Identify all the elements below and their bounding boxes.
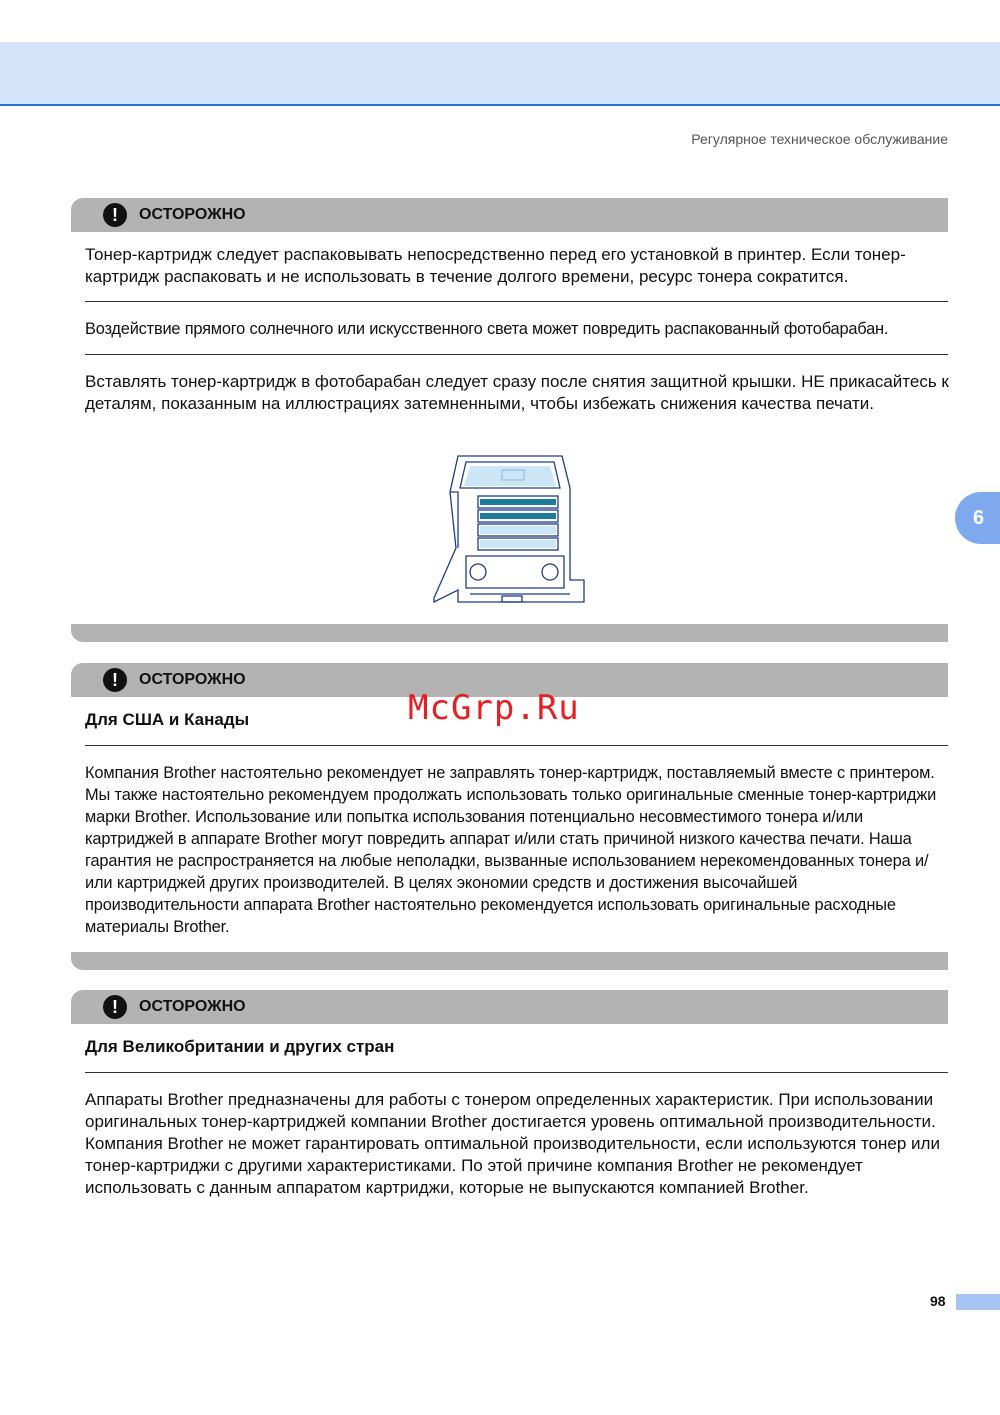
header-band — [0, 42, 1000, 106]
caution-2-paragraph-1: Компания Brother настоятельно рекомендует не заправлять тонер-картридж, поставляемый вместе с принтером. Мы также настоятельно рекомендуем продолжать использовать только оригинальные сменные тонер-картриджи марки Brother. Использование или попытка использования потенциально несовместимого тонера и/или картриджей в аппарате Brother могут повредить аппарат и/или стать причиной низкого качества печати. Наша гарантия не распространяется на любые неполадки, вызванные использованием нерекомендованных тонера и/или картриджей других производителей. В целях экономии средств и достижения высочайшей производительности аппарата Brother настоятельно рекомендуется использовать оригинальные расходные материалы Brother. — [85, 764, 937, 936]
exclamation-icon: ! — [103, 995, 127, 1019]
watermark: McGrp.Ru — [408, 688, 580, 728]
chapter-tab[interactable]: 6 — [955, 492, 1000, 544]
caution-3-subheading: Для Великобритании и других стран — [85, 1037, 395, 1056]
divider — [85, 354, 948, 355]
caution-1-paragraph-1: Тонер-картридж следует распаковывать непосредственно перед его установкой в принтер. Если тонер-картридж распаковать и не использовать в течение долгого времени, ресурс тонера сократится. — [85, 245, 906, 286]
page-tab — [956, 1294, 1000, 1310]
caution-title: ОСТОРОЖНО — [139, 998, 246, 1015]
caution-title: ОСТОРОЖНО — [139, 206, 246, 223]
divider — [85, 301, 948, 302]
caution-3-paragraph-1: Аппараты Brother предназначены для работы с тонером определенных характеристик. При использовании оригинальных тонер-картриджей компании Brother достигается уровень оптимальной производительности. Компания Brother не может гарантировать оптимальной производительности, если используются тонер или тонер-картриджи с другими характеристиками. По этой причине компания Brother не рекомендует использовать с данным аппаратом картриджи, которые не выпускаются компанией Brother. — [85, 1090, 940, 1197]
divider — [85, 1072, 948, 1073]
caution-1-paragraph-2: Воздействие прямого солнечного или искусственного света может повредить распакованный фотобарабан. — [85, 320, 889, 338]
exclamation-icon: ! — [103, 203, 127, 227]
running-header: Регулярное техническое обслуживание — [691, 131, 948, 147]
caution-bar-1 — [71, 198, 948, 232]
caution-1-paragraph-3: Вставлять тонер-картридж в фотобарабан следует сразу после снятия защитной крышки. НЕ прикасайтесь к деталям, показанным на иллюстрациях затемненными, чтобы избежать снижения качества печати. — [85, 372, 949, 413]
caution-end-bar — [71, 952, 948, 970]
caution-end-bar — [71, 624, 948, 642]
page-number: 98 — [930, 1293, 946, 1309]
caution-2-subheading: Для США и Канады — [85, 710, 250, 729]
printer-drum-illustration — [430, 452, 588, 606]
divider — [85, 745, 948, 746]
exclamation-icon: ! — [103, 668, 127, 692]
caution-title: ОСТОРОЖНО — [139, 671, 246, 688]
caution-bar-3 — [71, 990, 948, 1024]
